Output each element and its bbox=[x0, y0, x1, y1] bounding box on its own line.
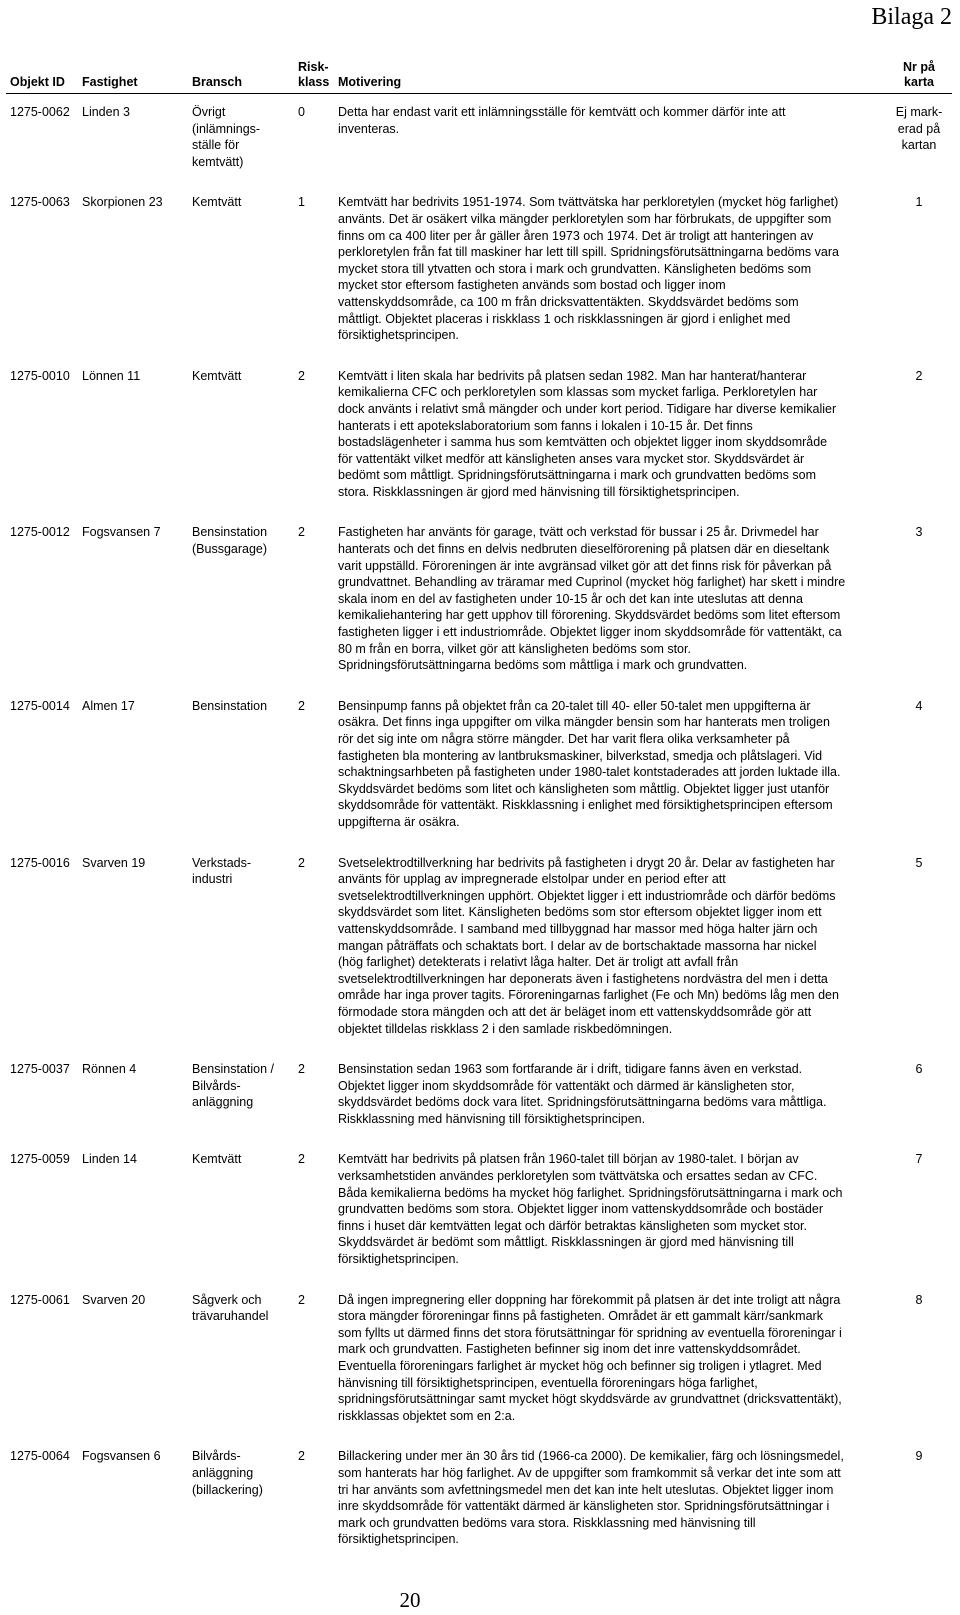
cell-nr-pa-karta: 7 bbox=[915, 1152, 923, 1167]
cell-motivering: Kemtvätt i liten skala har bedrivits på platsen sedan 1982. Man har hanterat/hanterar kemikalierna CFC och perkloretylen som klassas som mycket farliga. Perkloretylen har dock använts i relativt små mängder och under kort period. Tidigare har diverse kemikalier hanterats i ett apotekslaboratorium som fanns i lokalen i 10-15 år. Det finns bostadslägenheter i samma hus som kemtvätten och objektet ligger inom skyddsområde för vattentäkt vilket medför att känsligheten anses vara mycket stor. Skyddsvärdet är bedömt som måttligt. Spridningsförutsättningarna i mark och grundvatten bedöms som stora. Riskklassningen är gjord med hänvisning till försiktighetsprincipen. bbox=[338, 368, 837, 499]
cell-riskklass: 2 bbox=[298, 1292, 305, 1307]
cell-fastighet: Linden 3 bbox=[82, 105, 130, 119]
page-number: 20 bbox=[399, 1588, 421, 1612]
cell-nr-pa-karta: 6 bbox=[915, 1062, 923, 1077]
cell-nr-pa-karta: Ej mark- erad på kartan bbox=[895, 105, 943, 153]
appendix-label: Bilaga 2 bbox=[871, 4, 952, 30]
cell-riskklass: 2 bbox=[298, 855, 305, 870]
column-header-motivering: Motivering bbox=[334, 58, 886, 94]
table-row bbox=[6, 1438, 952, 1562]
table-row bbox=[6, 94, 952, 185]
table-row bbox=[6, 1051, 952, 1141]
cell-objekt-id: 1275-0061 bbox=[10, 1292, 70, 1307]
cell-riskklass: 2 bbox=[298, 1152, 305, 1167]
cell-fastighet: Svarven 20 bbox=[82, 1292, 146, 1307]
cell-bransch: Verkstads- industri bbox=[192, 855, 252, 887]
column-header-riskklass: Risk- klass bbox=[294, 58, 334, 94]
cell-motivering: Detta har endast varit ett inlämningsställe för kemtvätt och kommer därför inte att inventeras. bbox=[338, 105, 786, 136]
cell-bransch: Sågverk och trävaruhandel bbox=[192, 1292, 269, 1324]
table-row bbox=[6, 358, 952, 515]
cell-nr-pa-karta: 8 bbox=[915, 1292, 923, 1307]
table-row bbox=[6, 845, 952, 1052]
table-row bbox=[6, 1282, 952, 1439]
risk-classification-table bbox=[6, 58, 952, 1562]
cell-bransch: Bensinstation (Bussgarage) bbox=[192, 525, 268, 557]
cell-nr-pa-karta: 9 bbox=[915, 1449, 923, 1464]
cell-nr-pa-karta: 5 bbox=[915, 855, 923, 870]
cell-objekt-id: 1275-0016 bbox=[10, 855, 70, 870]
column-header-fastighet: Fastighet bbox=[78, 58, 188, 94]
cell-fastighet: Svarven 19 bbox=[82, 855, 146, 870]
cell-riskklass: 2 bbox=[298, 368, 305, 383]
cell-bransch: Bensinstation / Bilvårds- anläggning bbox=[192, 1062, 274, 1110]
cell-motivering: Bensinstation sedan 1963 som fortfarande är i drift, tidigare fanns även en verkstad. Objektet ligger inom skyddsområde för vattentäkt och därmed är känsligheten stor, skyddsvärdet bedöms dock vara litet. Spridningsförutsättningarna bedöms vara måttliga. Riskklassning med hänvisning till försiktighetsprincipen. bbox=[338, 1062, 827, 1126]
cell-nr-pa-karta: 1 bbox=[915, 195, 923, 210]
cell-objekt-id: 1275-0062 bbox=[10, 105, 70, 119]
table-header-row bbox=[6, 58, 952, 94]
cell-objekt-id: 1275-0037 bbox=[10, 1062, 70, 1077]
cell-bransch: Bilvårds- anläggning (billackering) bbox=[192, 1449, 263, 1497]
cell-fastighet: Almen 17 bbox=[82, 698, 135, 713]
cell-motivering: Billackering under mer än 30 års tid (1966-ca 2000). De kemikalier, färg och lösningsmedel, som hanterats har hög farlighet. Av de uppgifter som framkommit så verkar det inte som att tri har använts som avfettningsmedel men det kan inte helt uteslutas. Objektet ligger inom inre skyddsområde för vattentäkt därmed är känsligheten stor. Spridningsförutsättningar i mark och grundvatten bedöms vara stora. Riskklassning med hänvisning till försiktighetsprincipen. bbox=[338, 1449, 844, 1547]
cell-motivering: Kemtvätt har bedrivits på platsen från 1960-talet till början av 1980-talet. I början av verksamhetstiden användes perkloretylen som tvättvätska och ersattes sedan av CFC. Båda kemikalierna bedöms ha mycket hög farlighet. Spridningsförutsättningarna i mark och grundvatten bedöms som stora. Objektet ligger inom vattenskyddsområde och bostäder finns i huset där kemtvätten legat och därför betraktas känsligheten som mycket stor. Skyddsvärdet är bedömt som måttligt. Riskklassningen är gjord med hänvisning till försiktighetsprincipen. bbox=[338, 1152, 843, 1267]
column-header-nr-pa-karta: Nr på karta bbox=[886, 58, 952, 94]
cell-bransch: Övrigt (inlämnings- ställe för kemtvätt) bbox=[192, 105, 261, 169]
column-header-bransch: Bransch bbox=[188, 58, 294, 94]
cell-objekt-id: 1275-0064 bbox=[10, 1449, 70, 1464]
cell-fastighet: Skorpionen 23 bbox=[82, 195, 163, 210]
cell-nr-pa-karta: 2 bbox=[915, 368, 923, 383]
table-row bbox=[6, 1141, 952, 1281]
cell-objekt-id: 1275-0014 bbox=[10, 698, 70, 713]
cell-riskklass: 2 bbox=[298, 1449, 305, 1464]
cell-riskklass: 2 bbox=[298, 698, 305, 713]
cell-motivering: Kemtvätt har bedrivits 1951-1974. Som tvättvätska har perkloretylen (mycket hög farlighet) använts. Det är osäkert vilka mängder perkloretylen som har förbrukats, de uppgifter som finns om ca 400 liter per år gäller åren 1973 och 1974. Det är troligt att hanteringen av perkloretylen från fat till maskiner har lett till spill. Spridningsförutsättningarna bedöms vara mycket stora till ytvatten och stora i mark och grundvatten. Känsligheten bedöms som mycket stor eftersom fastigheten används som bostad och ligger inom vattenskyddsområde, ca 100 m från dricksvattentäkten. Skyddsvärdet bedöms som måttligt. Objektet placeras i riskklass 1 och riskklassningen är gjord i enlighet med försiktighetsprincipen. bbox=[338, 195, 839, 343]
cell-fastighet: Fogsvansen 6 bbox=[82, 1449, 161, 1464]
cell-motivering: Fastigheten har använts för garage, tvätt och verkstad för bussar i 25 år. Drivmedel har hanterats och det finns en delvis nedbruten dieselförorening på platsen där en dieseltank varit uppställd. Föroreningen är inte avgränsad vilket gör att det finns risk för påverkan på grundvattnet. Behandling av träramar med Cuprinol (mycket hög farlighet) har skett i mindre skala inom en del av fastigheten under 10-15 år och det kan inte uteslutas att denna kemikaliehantering har gett upphov till förorening. Skyddsvärdet bedöms som litet eftersom fastigheten ligger i ett industriområde. Objektet ligger inom skyddsområde för vattentäkt, ca 80 m från en borra, vilket gör att känsligheten bedöms som stor. Spridningsförutsättningarna bedöms som måttliga i mark och grundvatten. bbox=[338, 525, 846, 673]
cell-riskklass: 2 bbox=[298, 1062, 305, 1077]
cell-nr-pa-karta: 3 bbox=[915, 525, 923, 540]
cell-bransch: Kemtvätt bbox=[192, 1152, 242, 1167]
table-row bbox=[6, 688, 952, 845]
cell-fastighet: Linden 14 bbox=[82, 1152, 137, 1167]
table-row bbox=[6, 514, 952, 687]
cell-riskklass: 2 bbox=[298, 525, 305, 540]
cell-bransch: Bensinstation bbox=[192, 698, 268, 713]
cell-objekt-id: 1275-0063 bbox=[10, 195, 70, 210]
cell-riskklass: 1 bbox=[298, 195, 305, 210]
cell-motivering: Då ingen impregnering eller doppning har förekommit på platsen är det inte troligt att några stora mängder föroreningar finns på fastigheten. Området är ett gammalt kärr/sankmark som fyllts ut därmed finns det stora förutsättningar för spridning av eventuella föroreningar i mark och grundvatten. Fastigheten befinner sig inom det inre vattenskyddsområdet. Eventuella föroreningars farlighet är mycket hög och befinner sig troligen i ytlagret. Med hänvisning till försiktighetsprincipen, eventuella föroreningars höga farlighet, spridningsförutsättningar samt mycket högt skyddsvärde av grundvattnet (dricksvattentäkt), riskklassas objektet som en 2:a. bbox=[338, 1292, 842, 1423]
column-header-objekt-id: Objekt ID bbox=[6, 58, 78, 94]
cell-bransch: Kemtvätt bbox=[192, 195, 242, 210]
cell-objekt-id: 1275-0012 bbox=[10, 525, 70, 540]
cell-objekt-id: 1275-0059 bbox=[10, 1152, 70, 1167]
cell-motivering: Svetselektrodtillverkning har bedrivits på fastigheten i drygt 20 år. Delar av fastigheten har använts för upplag av impregnerade elstolpar under en period efter att svetselektrodtillverkningen upphört. Objektet ligger i ett industriområde och därför bedöms skyddsvärdet som litet. Känsligheten bedöms som stor eftersom objektet ligger inom ett vattenskyddsområde. I samband med tillbyggnad har massor med höga halter järn och mangan påträffats och schaktats bort. I delar av de bortschaktade massorna har nickel (hög farlighet) detekterats i relativt låga halter. Det är troligt att avfall från svetselektrodtillverkningen har deponerats även i fastighetens nordvästra del men i detta område har inga prover tagits. Föroreningarnas farlighet (Fe och Mn) bedöms låg men den förmodade stora mängden och att det är beläget inom ett vattenskyddsområde gör att objektet tilldelas riskklass 2 i den samlade riskbedömningen. bbox=[338, 855, 839, 1036]
cell-fastighet: Rönnen 4 bbox=[82, 1062, 137, 1077]
cell-bransch: Kemtvätt bbox=[192, 368, 242, 383]
cell-fastighet: Lönnen 11 bbox=[82, 368, 141, 383]
cell-motivering: Bensinpump fanns på objektet från ca 20-talet till 40- eller 50-talet men uppgifterna är osäkra. Det finns inga uppgifter om vilka mängder bensin som har hanterats men troligen rör det sig inte om några större mängder. Det har varit flera olika verksamheter på fastigheten bla montering av lantbruksmaskiner, bilverkstad, smedja och plåtslageri. Vid schaktningsarhbeten på fastigheten under 1980-talet kontstaderades att jorden luktade illa. Skyddsvärdet bedöms som litet och känsligheten som måttlig. Objektet ligger just utanför skyddsområde för vattentäkt. Riskklassning i enlighet med försiktighetsprincipen eftersom uppgifterna är osäkra. bbox=[338, 698, 841, 829]
cell-nr-pa-karta: 4 bbox=[915, 698, 923, 713]
table-row bbox=[6, 184, 952, 357]
cell-riskklass: 0 bbox=[298, 105, 305, 119]
cell-fastighet: Fogsvansen 7 bbox=[82, 525, 161, 540]
cell-objekt-id: 1275-0010 bbox=[10, 368, 70, 383]
